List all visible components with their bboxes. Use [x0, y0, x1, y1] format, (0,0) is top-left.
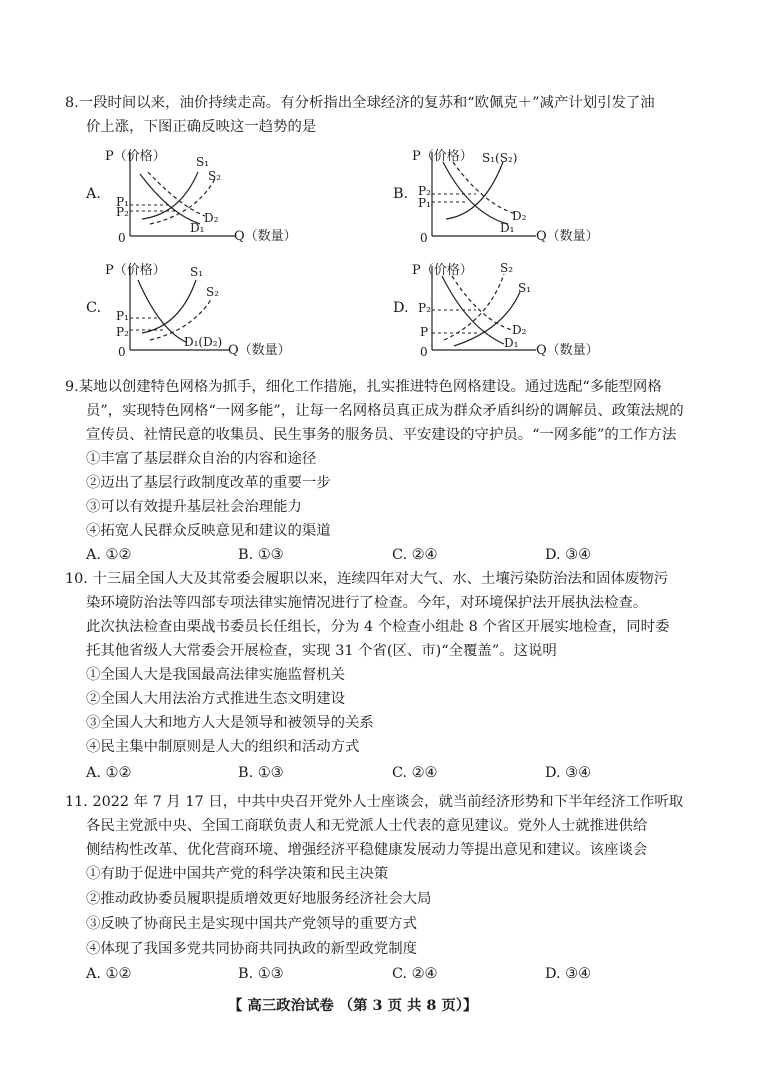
q9-item-3: ③可以有效提升基层社会治理能力 [86, 499, 302, 515]
q8-b-d1-curve [443, 162, 508, 224]
q11-choice-b[interactable]: B. ①③ [238, 966, 284, 982]
q8-a-p-axis: P（价格） [105, 149, 166, 164]
q8-graph-b [408, 144, 618, 248]
q10-item-1: ①全国人大是我国最高法律实施监督机关 [86, 667, 346, 683]
q8-a-label-d2: D₂ [204, 211, 219, 225]
q8-d-p-axis: P（价格） [412, 263, 473, 278]
q8-b-label-s: S₁(S₂) [482, 151, 518, 165]
q11-item-2: ②推动政协委员履职提质增效更好地服务经济社会大局 [86, 891, 432, 907]
q8-d-s2-curve [444, 274, 504, 340]
q8-c-origin: 0 [118, 345, 126, 359]
q8-d-label-d2: D₂ [512, 323, 527, 337]
q9-item-1: ①丰富了基层群众自治的内容和途径 [86, 451, 317, 467]
q9-choice-a[interactable]: A. ①② [86, 547, 132, 563]
q8-option-d-letter: D. [393, 300, 409, 316]
q11-choice-d[interactable]: D. ③④ [545, 966, 591, 982]
q8-a-origin: 0 [118, 231, 126, 245]
q8-d-label-p2: P₂ [418, 301, 431, 315]
q8-a-q-axis: Q（数量） [234, 229, 297, 244]
q8-c-label-p1: P₁ [116, 309, 129, 323]
q8-a-label-s2: S₂ [208, 169, 222, 183]
q8-b-d2-curve [453, 162, 516, 214]
q10-choice-b[interactable]: B. ①③ [238, 765, 284, 781]
q10-choice-c[interactable]: C. ②④ [392, 765, 438, 781]
q9-stem-line-3: 宣传员、社情民意的收集员、民生事务的服务员、平安建设的守护员。“一网多能”的工作方法 [86, 427, 677, 443]
q8-graph-d [408, 258, 618, 362]
q10-choice-a[interactable]: A. ①② [86, 765, 132, 781]
q8-b-s-curve [446, 162, 503, 219]
q8-a-label-d1: D₁ [190, 221, 205, 235]
q8-c-s1-curve [142, 280, 196, 333]
q8-b-p-axis: P（价格） [412, 149, 473, 164]
q8-a-label-s1: S₁ [196, 155, 210, 169]
q8-d-label-p: P [420, 325, 429, 339]
q8-c-label-d: D₁(D₂) [184, 335, 223, 349]
q10-stem-line-3: 此次执法检查由栗战书委员长任组长，分为 4 个检查小组赴 8 个省区开展实地检查，同时委 [86, 619, 670, 635]
q11-item-1: ①有助于促进中国共产党的科学决策和民主决策 [86, 866, 389, 882]
q9-choice-d[interactable]: D. ③④ [545, 547, 591, 563]
q9-stem-line-2: 员”，实现特色网格“一网多能”，让每一名网格员真正成为群众矛盾纠纷的调解员、政策法规的 [86, 403, 684, 419]
q8-d-q-axis: Q（数量） [536, 343, 599, 358]
q11-choice-a[interactable]: A. ①② [86, 966, 132, 982]
q8-c-label-s2: S₂ [206, 285, 220, 299]
q8-d-label-d1: D₁ [504, 336, 519, 350]
q8-d-label-s2: S₂ [500, 261, 514, 275]
q8-b-label-d1: D₁ [500, 221, 515, 235]
q8-graph-c [100, 258, 310, 362]
q8-option-b-letter: B. [393, 186, 409, 202]
q8-d-d2-curve [452, 276, 512, 330]
q8-a-label-p2: P₂ [116, 205, 129, 219]
q10-item-4: ④民主集中制原则是人大的组织和活动方式 [86, 739, 360, 755]
q9-choice-b[interactable]: B. ①③ [238, 547, 284, 563]
q10-stem-line-4: 托其他省级人大常委会开展检查，实现 31 个省(区、市)“全覆盖”。这说明 [86, 643, 557, 659]
q11-item-3: ③反映了协商民主是实现中国共产党领导的重要方式 [86, 916, 417, 932]
page-footer: 【 高三政治试卷 （第 3 页 共 8 页）】 [228, 997, 478, 1014]
q11-item-4: ④体现了我国多党共同协商共同执政的新型政党制度 [86, 941, 417, 957]
q10-stem-line-2: 染环境防治法等四部专项法律实施情况进行了检查。今年，对环境保护法开展执法检查。 [86, 595, 648, 611]
q8-a-d1-curve [140, 174, 200, 224]
q8-b-label-p2: P₂ [418, 184, 431, 198]
q9-item-4: ④拓宽人民群众反映意见和建议的渠道 [86, 523, 331, 539]
q8-b-label-d2: D₂ [512, 209, 527, 223]
q8-stem-line-1: 8.一段时间以来，油价持续走高。有分析指出全球经济的复苏和“欧佩克＋”减产计划引发了油 [65, 95, 655, 111]
q10-stem-line-1: 10. 十三届全国人大及其常委会履职以来，连续四年对大气、水、土壤污染防治法和固体废物污 [65, 571, 669, 587]
q8-b-label-p1: P₁ [418, 196, 431, 210]
q8-b-q-axis: Q（数量） [536, 229, 599, 244]
q8-c-label-s1: S₁ [190, 265, 204, 279]
q11-stem-line-2: 各民主党派中央、全国工商联负责人和无党派人士代表的意见建议。党外人士就推进供给 [86, 818, 648, 834]
q8-stem-line-2: 价上涨，下图正确反映这一趋势的是 [86, 119, 317, 135]
q8-d-origin: 0 [420, 345, 428, 359]
q10-item-3: ③全国人大和地方人大是领导和被领导的关系 [86, 715, 374, 731]
q10-item-2: ②全国人大用法治方式推进生态文明建设 [86, 691, 346, 707]
q11-stem-line-1: 11. 2022 年 7 月 17 日，中共中央召开党外人士座谈会，就当前经济形势和下半年经济工作听取 [65, 794, 684, 810]
q8-a-s1-curve [142, 172, 198, 219]
q8-a-label-p1: P₁ [116, 195, 129, 209]
q8-graph-a [100, 144, 310, 248]
q9-item-2: ②迈出了基层行政制度改革的重要一步 [86, 475, 331, 491]
q8-d-label-s1: S₁ [518, 281, 532, 295]
q8-option-c-letter: C. [86, 300, 102, 316]
q8-option-a-letter: A. [86, 186, 101, 202]
q8-b-origin: 0 [420, 231, 428, 245]
q9-stem-line-1: 9.某地以创建特色网格为抓手，细化工作措施，扎实推进特色网格建设。通过选配“多能型网格 [65, 379, 662, 395]
q11-stem-line-3: 侧结构性改革、优化营商环境、增强经济平稳健康发展动力等提出意见和建议。该座谈会 [86, 842, 648, 858]
q8-c-label-p2: P₂ [116, 325, 129, 339]
q11-choice-c[interactable]: C. ②④ [392, 966, 438, 982]
q9-choice-c[interactable]: C. ②④ [392, 547, 438, 563]
q8-c-q-axis: Q（数量） [228, 343, 291, 358]
q10-choice-d[interactable]: D. ③④ [545, 765, 591, 781]
q8-c-p-axis: P（价格） [105, 263, 166, 278]
